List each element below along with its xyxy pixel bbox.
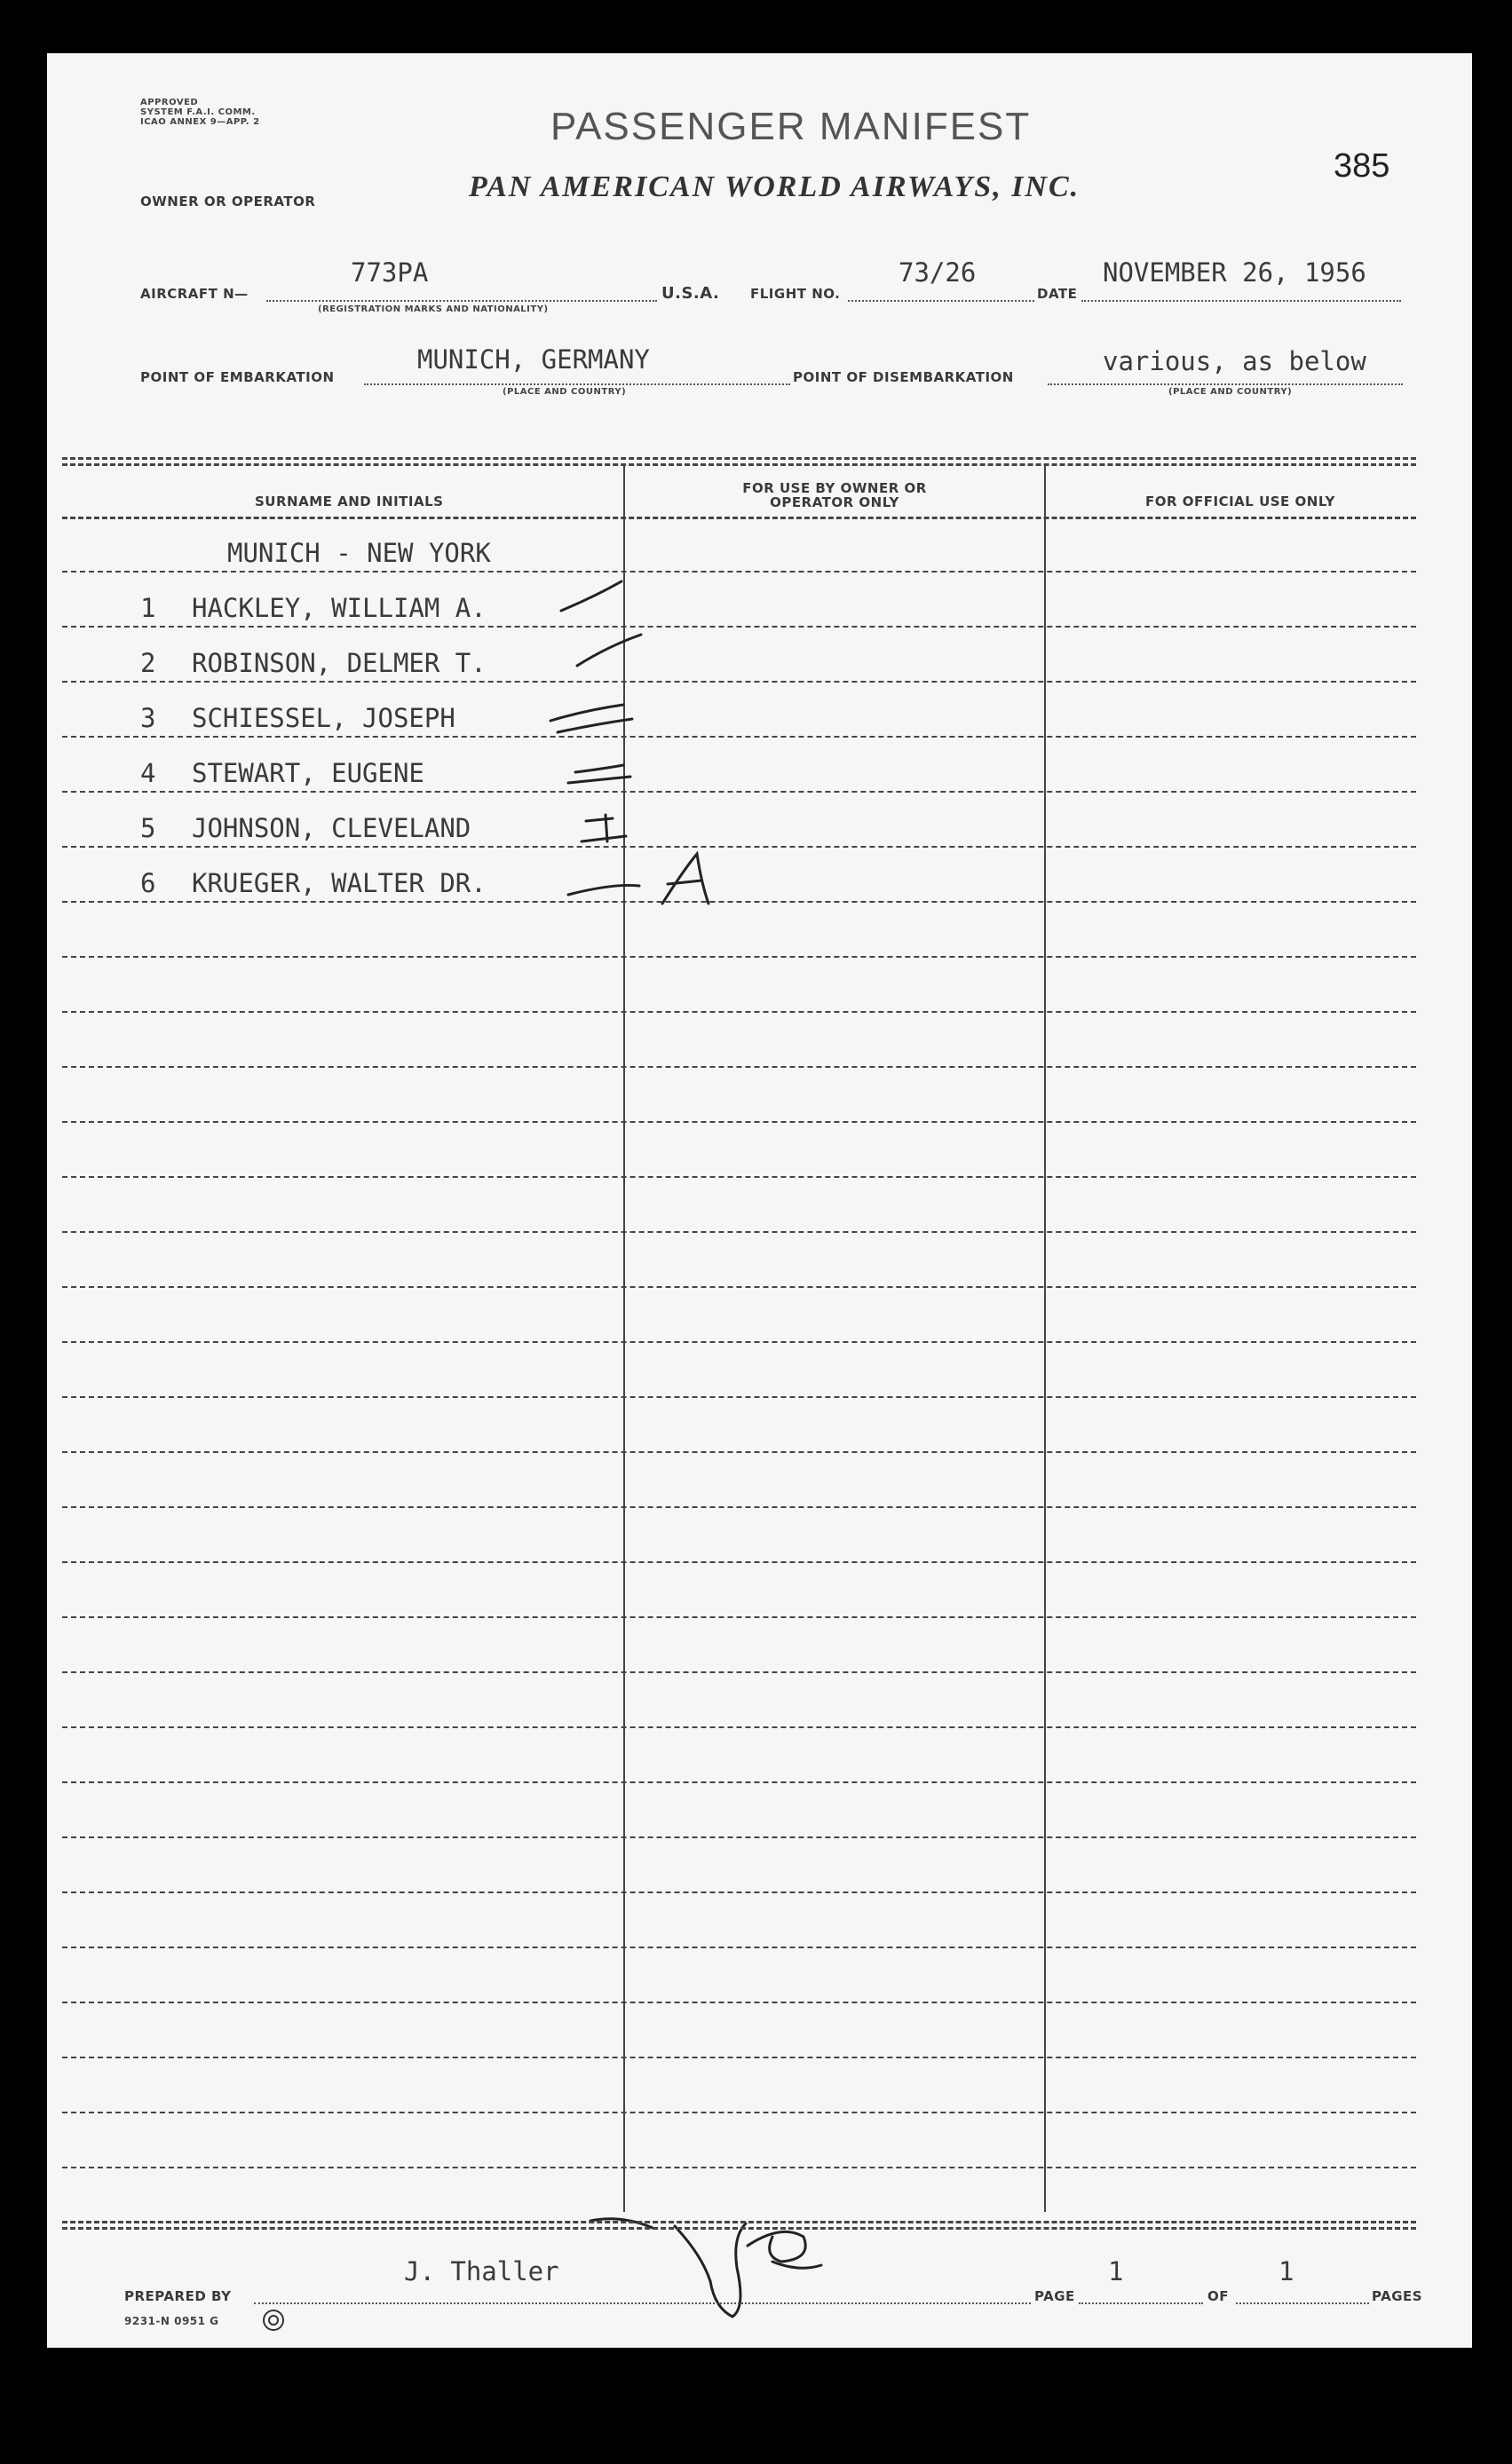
disembark-value: various, as below [1103,346,1366,376]
passenger-name: ROBINSON, DELMER T. [192,648,487,678]
owner-value: PAN AMERICAN WORLD AIRWAYS, INC. [469,170,1081,203]
passenger-name: SCHIESSEL, JOSEPH [192,703,455,733]
column-header-operator: FOR USE BY OWNER OR OPERATOR ONLY [742,480,927,510]
seal-icon [264,2310,283,2330]
disembark-sub: (PLACE AND COUNTRY) [1168,387,1293,397]
aircraft-value: 773PA [351,257,429,288]
prepared-label: PREPARED BY [124,2288,232,2304]
embark-label: POINT OF EMBARKATION [140,369,335,385]
owner-label: OWNER OR OPERATOR [140,193,316,209]
column-header-official: FOR OFFICIAL USE ONLY [1145,494,1335,509]
passenger-name: STEWART, EUGENE [192,758,424,788]
passenger-number: 3 [140,703,156,733]
passenger-name: HACKLEY, WILLIAM A. [192,593,487,623]
check-mark [568,765,630,783]
check-mark [577,635,641,666]
check-mark [568,854,709,904]
pages-label: PAGES [1372,2288,1423,2304]
approval-line: ICAO ANNEX 9—APP. 2 [140,117,260,127]
of-label: OF [1207,2288,1229,2304]
passenger-number: 4 [140,758,156,788]
aircraft-sub: (REGISTRATION MARKS AND NATIONALITY) [318,304,549,314]
passenger-number: 2 [140,648,156,678]
embark-sub: (PLACE AND COUNTRY) [503,387,627,397]
check-mark [561,581,621,611]
page-value: 1 [1108,2256,1124,2286]
passenger-number: 1 [140,593,156,623]
page-label: PAGE [1034,2288,1075,2304]
date-value: NOVEMBER 26, 1956 [1103,257,1366,288]
date-label: DATE [1037,286,1078,302]
passenger-number: 6 [140,868,156,898]
flight-label: FLIGHT NO. [750,286,841,302]
flight-value: 73/26 [898,257,977,288]
disembark-label: POINT OF DISEMBARKATION [793,369,1014,385]
passenger-name: KRUEGER, WALTER DR. [192,868,487,898]
embark-value: MUNICH, GERMANY [417,344,650,375]
check-mark [550,705,632,732]
of-value: 1 [1278,2256,1294,2286]
page-title: PASSENGER MANIFEST [550,105,1032,148]
passenger-number: 5 [140,813,156,843]
page-number: 385 [1334,147,1390,185]
prepared-value: J. Thaller [404,2256,559,2286]
aircraft-label: AIRCRAFT N— [140,286,249,302]
approval-line: SYSTEM F.A.I. COMM. [140,107,256,117]
usa-label: U.S.A. [661,284,720,303]
column-header-surname: SURNAME AND INITIALS [255,494,444,509]
route-label: MUNICH - NEW YORK [227,538,491,568]
form-code: 9231-N 0951 G [124,2315,219,2327]
check-mark [582,815,626,841]
approval-line: APPROVED [140,98,199,107]
passenger-name: JOHNSON, CLEVELAND [192,813,471,843]
